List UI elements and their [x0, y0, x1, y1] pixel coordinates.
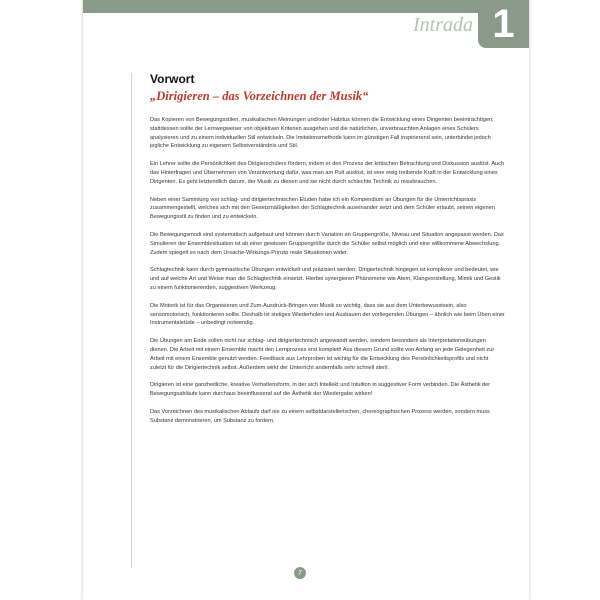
document-page	[83, 0, 529, 600]
page-heading: Vorwort	[150, 72, 195, 86]
paragraph: Neben einer Sammlung von schlag- und dirigiertechnischen Etüden habe ich ein Kompendium an Übungen für die Unterrichtspraxis zusammengestellt, welches sich mit den Gesetzmäßigkeiten der Schlagtechnik auseinander setzt und dem Schüler erlaubt, seinen eigenen Bewegungsstil zu finden und zu entwickeln.	[150, 196, 495, 221]
margin-rule	[131, 73, 132, 568]
paragraph: Schlagtechnik kann durch gymnastische Übungen entwickelt und präzisiert werden; Dirigiertechnik hingegen ist komplexer und bedeutet, wie und auf welche Art und Weise man die Schlagtechnik einsetzt. Hierbei synergieren Phänomene wie Atem, Klangvorstellung, Mimik und Gestik zu einem funktionierenden, suggestiven Werkzeug.	[150, 267, 501, 291]
page-number-badge	[294, 567, 306, 579]
article-body	[150, 72, 505, 435]
chapter-number: 1	[492, 1, 515, 46]
paragraph: Das Kopieren von Bewegungsstilen, musikalischen Meinungen und/oder Habitus können die Entwicklung eines Dirigenten beeinträchtigen; stattdessen sollte der Lernwegweiser von objektiven Kriterien ausgehen und die natürlichen, unverbrauchten Anlagen eines Schülers analysieren und zu einem individuellen Stil entwickeln. Die Imitationsmethode kann im günstigen Fall inspirierend sein, unterbindet jedoch jegliche Entwicklung zu eigenem Selbstverständnis und Stil.	[150, 117, 494, 150]
paragraph: Dirigieren ist eine ganzheitliche, kreative Verhaltensform, in der sich Intellekt und Intuition in suggestiver Form verbinden. Die Ästhetik der Bewegungsabläufe kann durchaus beeinflussend auf die Ästhetik der Wiedergabe wirken!	[150, 382, 491, 398]
paragraph: Die Bewegungsmodi sind systematisch aufgebaut und können durch Variation an Gruppengröße, Niveau und Situation angepasst werden. Das Simulieren der Ensemblesituation ist ab einer gewissen Gruppengröße durch die Schüler selbst möglich und eine willkommene Abwechslung. Zudem spiegelt es nach dem Ursache-Wirkungs-Prinzip reale Situationen wider.	[150, 231, 504, 256]
paragraph: Die Übungen am Ende sollen nicht nur schlag- und dirigiertechnisch angewandt werden, sondern besonders als Interpretationsübungen dienen. Die Arbeit mit einem Ensemble macht den Lernprozess erst komplett! Aus diesem Grund sollte von Anfang an jede Gelegenheit zur Arbeit mit einem Ensemble genutzt werden. Feedback aus Lehrproben ist wichtig für die Entwicklung des Persönlichkeitsprofils und nicht zuletzt für die Dirigiertechnik selbst. Außerdem wirkt der Unterricht andernfalls sehr schnell steril.	[150, 338, 495, 371]
chapter-title: Intrada	[413, 14, 473, 36]
paragraph: Die Motorik ist für das Organisieren und Zum-Ausdruck-Bringen von Musik so wichtig, dass sie aus dem Unterbewusstsein, also sensomotorisch, funktionieren sollte. Deshalb ist stetiges Wiederholen und Ausbauen der vorliegenden Übungen – ähnlich wie beim Üben einer Instrumentaletüde – unbedingt notwendig.	[150, 302, 505, 327]
header-band	[83, 0, 529, 13]
paragraph: Das Vorzeichnen des musikalischen Ablaufs darf nie zu einem selbstdarstellerischen, choreographischen Prozess werden, sondern muss Substanz demonstrieren, um Substanz zu fordern.	[150, 408, 490, 424]
page-subtitle: „Dirigieren – das Vorzeichnen der Musik“	[150, 89, 369, 103]
page-number: 7	[298, 569, 302, 577]
chapter-number-box	[478, 0, 529, 48]
paragraph: Ein Lehrer sollte die Persönlichkeit des Dirigierschülers fördern, indem er den Prozess der kritischen Betrachtung und Diskussion auslöst. Auch das Hinterfragen und Übernehmen von Verantwortung dafür, was man am Pult auslöst, ist eine ewig treibende Kraft in der Entwicklung eines Dirigenten. Es geht letztendlich darum, der Musik zu dienen und sie nicht durch schlechte Technik zu missbrauchen.	[150, 161, 505, 185]
